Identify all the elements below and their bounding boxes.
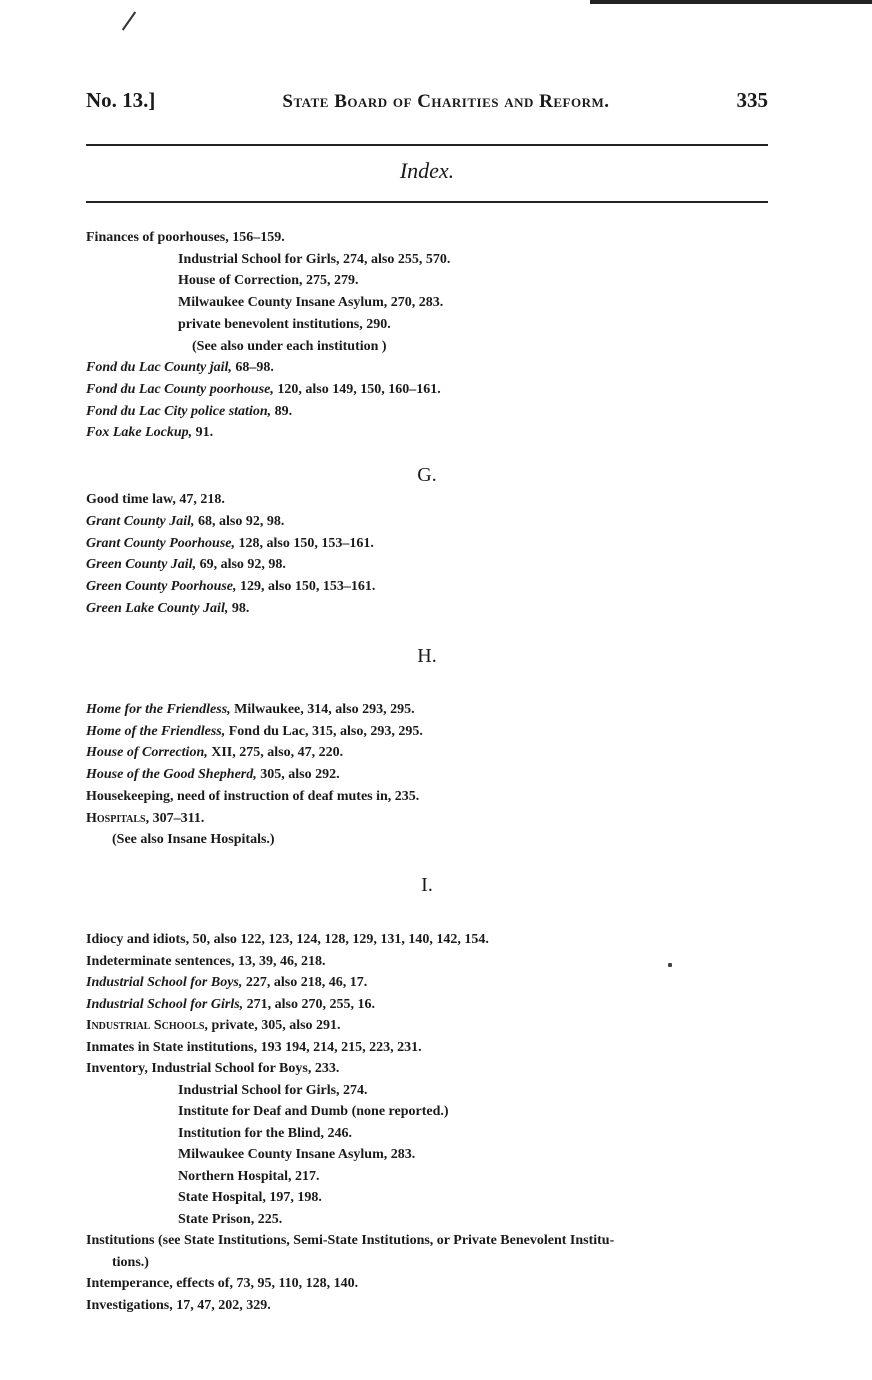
index-title: Index. [399, 158, 455, 183]
document-number: No. 13.] [86, 88, 156, 112]
entry-references: 17, 47, 202, 329. [172, 1297, 271, 1313]
index-entry [86, 534, 374, 554]
header-rule-top [86, 144, 768, 146]
entry-references: 120, also 149, 150, 160–161. [273, 381, 441, 397]
entry-references: Fond du Lac, 315, also, 293, 295. [225, 723, 423, 739]
entry-references: 13, 39, 46, 218. [234, 953, 326, 969]
entry-references: 98. [228, 601, 250, 616]
letter-heading-i: I. [421, 874, 433, 896]
index-entry [86, 973, 367, 993]
index-entry [86, 358, 274, 378]
entry-title: Fox Lake Lockup, [86, 425, 193, 441]
index-entry [86, 512, 284, 532]
entry-references: (see State Institutions, Semi-State Institutions, or Private Benevolent Institu- [154, 1233, 615, 1248]
running-title: State Board of Charities and Reform. [282, 91, 610, 112]
index-entry [178, 1102, 449, 1122]
page-number: 335 [736, 88, 768, 112]
entry-title: Grant County Jail, [86, 513, 195, 529]
pencil-mark [122, 11, 136, 30]
entry-title: Industrial School for Boys, [86, 975, 243, 990]
index-entry [86, 809, 204, 829]
entry-title: Intemperance, effects of, [86, 1276, 233, 1291]
index-entry [86, 722, 423, 742]
ink-speck [668, 963, 672, 967]
entry-references: 193 194, 214, 215, 223, 231. [257, 1039, 422, 1055]
entry-references: 68, also 92, 98. [194, 513, 285, 529]
entry-title: Finances of poorhouses, [86, 230, 229, 245]
entry-title: Housekeeping, need of instruction of deaf mutes in, [86, 788, 392, 804]
index-entry [86, 1038, 422, 1058]
page-header [86, 88, 768, 114]
entry-references: tions.) [112, 1254, 149, 1270]
entry-references: XII, 275, also, 47, 220. [207, 745, 344, 761]
index-entry [86, 1059, 339, 1079]
entry-references: Industrial School for Boys, 233. [147, 1061, 340, 1076]
entry-references: Milwaukee, 314, also 293, 295. [230, 702, 415, 717]
entry-references: House of Correction, 275, 279. [178, 273, 359, 289]
index-entry [178, 1210, 282, 1230]
entry-references: private, 305, also 291. [207, 1018, 341, 1033]
index-entry [178, 1167, 320, 1187]
index-entry [86, 490, 225, 510]
entry-references: 68–98. [231, 360, 274, 376]
entry-references: State Prison, 225. [178, 1211, 283, 1227]
index-entry [178, 1188, 322, 1208]
entry-references: (See also Insane Hospitals.) [112, 832, 275, 848]
letter-heading-g: G. [417, 464, 437, 486]
index-entry [86, 1016, 341, 1036]
index-entry [86, 1231, 614, 1251]
index-entry [178, 1081, 368, 1101]
index-entry [178, 1124, 352, 1144]
index-entry [86, 423, 213, 443]
entry-title: Investigations, [86, 1297, 173, 1313]
entry-references: 91. [192, 425, 214, 441]
index-entry [112, 830, 275, 850]
entry-references: Milwaukee County Insane Asylum, 283. [178, 1147, 416, 1162]
entry-references: 227, also 218, 46, 17. [242, 975, 368, 990]
index-entry [86, 995, 375, 1015]
entry-references: 307–311. [149, 810, 205, 826]
entry-references: private benevolent institutions, 290. [178, 316, 391, 332]
entry-references: Milwaukee County Insane Asylum, 270, 283. [178, 295, 444, 311]
index-entry [86, 952, 326, 972]
entry-references: Industrial School for Girls, 274. [178, 1082, 368, 1098]
index-entry [86, 765, 340, 785]
entry-references: Institution for the Blind, 246. [178, 1125, 352, 1141]
entry-title: Institutions [86, 1233, 155, 1248]
entry-references: State Hospital, 197, 198. [178, 1190, 322, 1205]
index-entry [86, 930, 489, 950]
entry-references: 235. [391, 788, 420, 804]
entry-references: 50, also 122, 123, 124, 128, 129, 131, 140, 142, 154. [189, 932, 489, 947]
entry-references: (See also under each institution ) [192, 338, 387, 354]
entry-references: 156–159. [228, 230, 285, 245]
entry-title: Industrial School for Girls, [86, 996, 244, 1012]
index-entry [86, 1274, 358, 1294]
entry-references: 128, also 150, 153–161. [234, 535, 374, 551]
index-entry [86, 787, 419, 807]
index-entry [178, 315, 391, 335]
index-entry [86, 380, 441, 400]
top-edge-line [590, 0, 872, 4]
entry-title: Industrial Schools, [86, 1018, 208, 1033]
entry-title: Fond du Lac County poorhouse, [86, 381, 274, 397]
entry-references: 69, also 92, 98. [196, 557, 286, 573]
entry-title: Fond du Lac City police station, [86, 403, 272, 419]
entry-references: 129, also 150, 153–161. [236, 579, 376, 595]
entry-title: Indeterminate sentences, [86, 953, 235, 969]
index-entry [86, 228, 285, 248]
entry-title: Green County Jail, [86, 557, 197, 573]
index-entry [86, 1296, 271, 1316]
entry-title: Green County Poorhouse, [86, 579, 237, 595]
index-entry [112, 1253, 149, 1273]
index-entry [86, 555, 286, 575]
index-entry [86, 743, 343, 763]
entry-title: Inmates in State institutions, [86, 1039, 258, 1055]
entry-title: Fond du Lac County jail, [86, 360, 232, 376]
index-entry [86, 577, 375, 597]
entry-references: Northern Hospital, 217. [178, 1168, 320, 1184]
entry-title: Hospitals, [86, 810, 150, 826]
entry-title: Home of the Friendless, [86, 723, 226, 739]
entry-title: Grant County Poorhouse, [86, 535, 235, 551]
index-entry [178, 1145, 415, 1165]
index-entry [86, 700, 415, 720]
index-entry [178, 271, 359, 291]
entry-title: Good time law, [86, 492, 176, 507]
entry-references: 305, also 292. [256, 767, 340, 783]
letter-heading-h: H. [417, 645, 437, 667]
entry-references: 47, 218. [175, 492, 225, 507]
entry-references: Institute for Deaf and Dumb (none reported.) [178, 1104, 449, 1119]
entry-references: Industrial School for Girls, 274, also 255, 570. [178, 251, 451, 267]
entry-title: Home for the Friendless, [86, 702, 231, 717]
index-entry [86, 599, 249, 619]
entry-title: Green Lake County Jail, [86, 601, 229, 616]
entry-references: 271, also 270, 255, 16. [243, 996, 376, 1012]
index-entry [178, 250, 450, 270]
entry-references: 73, 95, 110, 128, 140. [232, 1276, 359, 1291]
index-entry [192, 337, 387, 357]
entry-title: Idiocy and idiots, [86, 932, 190, 947]
index-entry [86, 402, 292, 422]
entry-title: House of Correction, [86, 745, 208, 761]
header-rule-bottom [86, 201, 768, 203]
entry-title: House of the Good Shepherd, [86, 767, 257, 783]
entry-references: 89. [271, 403, 293, 419]
entry-title: Inventory, [86, 1061, 148, 1076]
index-entry [178, 293, 443, 313]
